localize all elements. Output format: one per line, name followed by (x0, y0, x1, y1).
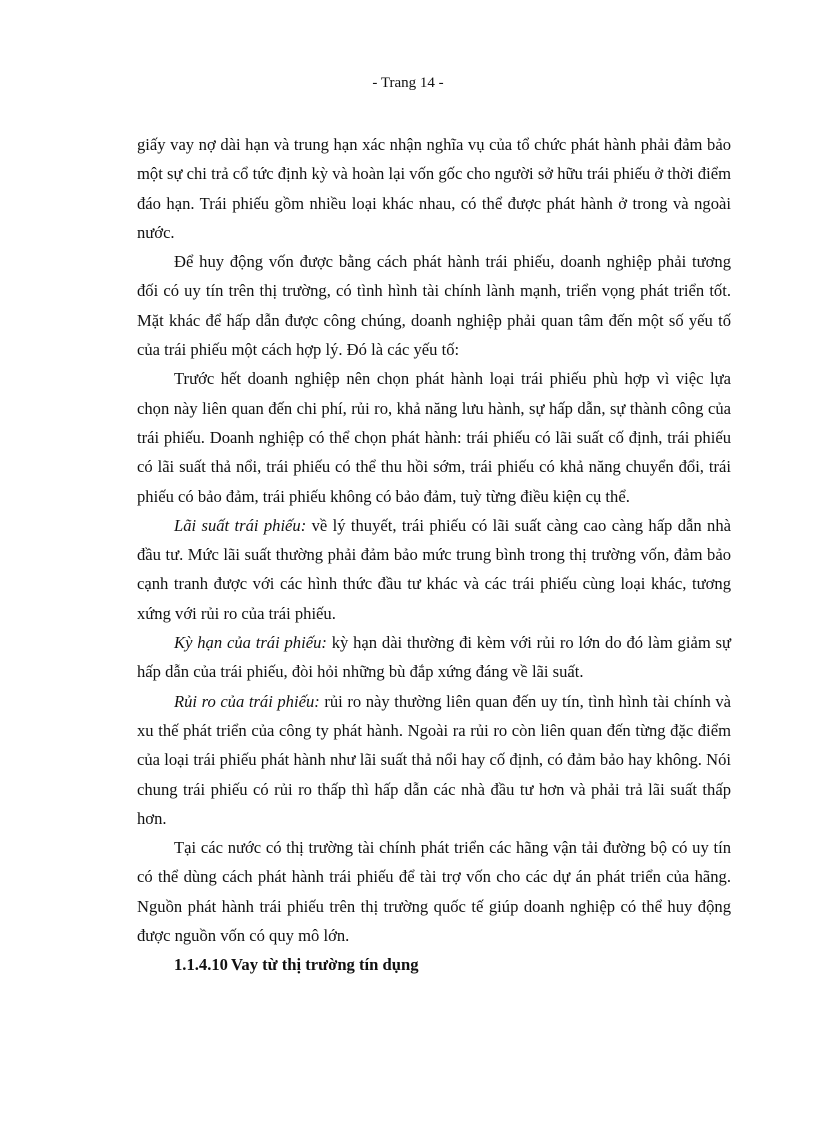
term-maturity: Kỳ hạn của trái phiếu: (174, 633, 327, 653)
term-risk: Rủi ro của trái phiếu: (174, 691, 320, 711)
text-interest-rate: về lý thuyết, trái phiếu có lãi suất càng cao càng hấp dẫn nhà đầu tư. Mức lãi suất thường phải đảm bảo mức trung bình trong thị trường vốn, đảm bảo cạnh tranh được với các hình thức đầu tư khác và các trái phiếu cùng loại khác, tương xứng với rủi ro của trái phiếu. (137, 515, 731, 623)
term-interest-rate: Lãi suất trái phiếu: (174, 515, 307, 535)
paragraph-bond-definition: giấy vay nợ dài hạn và trung hạn xác nhận nghĩa vụ của tổ chức phát hành phải đảm bảo một sự chi trả cổ tức định kỳ và hoàn lại vốn gốc cho người sở hữu trái phiếu ở thời điểm đáo hạn. Trái phiếu gồm nhiều loại khác nhau, có thể được phát hành ở trong và ngoài nước. (137, 135, 731, 242)
page-number-header: - Trang 14 - (372, 75, 444, 91)
paragraph-bond-requirements: Để huy động vốn được bằng cách phát hành trái phiếu, doanh nghiệp phải tương đối có uy tín trên thị trường, có tình hình tài chính lành mạnh, triển vọng phát triển tốt. Mặt khác để hấp dẫn được công chúng, doanh nghiệp phải quan tâm đến một số yếu tố của trái phiếu một cách hợp lý. Đó là các yếu tố: (137, 252, 731, 360)
paragraph-bond-risk (137, 687, 731, 833)
section-title: Vay từ thị trường tín dụng (230, 955, 419, 975)
text-risk: rủi ro này thường liên quan đến uy tín, tình hình tài chính và xu thế phát triển của công ty phát hành. Ngoài ra rủi ro còn liên quan đến từng đặc điểm của loại trái phiếu phát hành như lãi suất thả nổi hay cố định, có đảm bảo hay không. Nói chung trái phiếu có rủi ro thấp thì hấp dẫn các nhà đầu tư hơn và phải trả lãi suất thấp hơn. (137, 691, 731, 828)
paragraph-bond-type-choice: Trước hết doanh nghiệp nên chọn phát hành loại trái phiếu phù hợp vì việc lựa chọn này liên quan đến chi phí, rủi ro, khả năng lưu hành, sự hấp dẫn, sự thành công của trái phiếu. Doanh nghiệp có thể chọn phát hành: trái phiếu có lãi suất cố định, trái phiếu có lãi suất thả nổi, trái phiếu có thể thu hồi sớm, trái phiếu có khả năng chuyển đổi, trái phiếu có bảo đảm, trái phiếu không có bảo đảm, tuỳ từng điều kiện cụ thể. (137, 369, 731, 506)
paragraph-bond-maturity (137, 628, 731, 687)
text-maturity: kỳ hạn dài thường đi kèm với rủi ro lớn do đó làm giảm sự hấp dẫn của trái phiếu, đòi hỏi những bù đắp xứng đáng về lãi suất. (137, 633, 731, 682)
paragraph-bond-interest-rate (137, 511, 731, 628)
section-heading (137, 950, 731, 979)
document-body (137, 130, 731, 980)
paragraph-bond-international: Tại các nước có thị trường tài chính phát triển các hãng vận tải đường bộ có uy tín có thể dùng cách phát hành trái phiếu để tài trợ vốn cho các dự án phát triển của hãng. Nguồn phát hành trái phiếu trên thị trường quốc tế giúp doanh nghiệp có thể huy động được nguồn vốn có quy mô lớn. (137, 838, 731, 946)
section-number: 1.1.4.10 (174, 955, 228, 975)
